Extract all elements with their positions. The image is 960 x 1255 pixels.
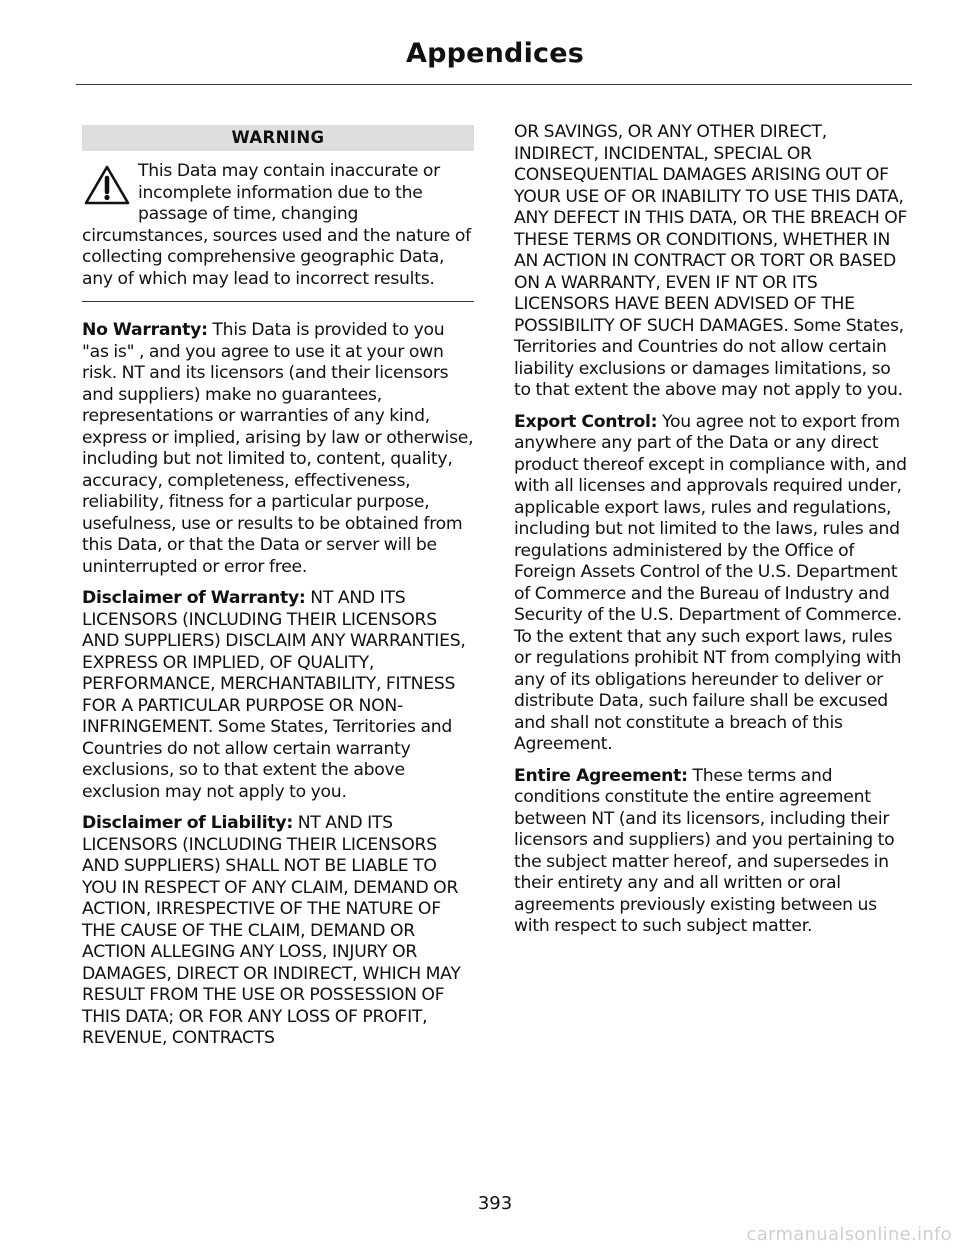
page-title: Appendices <box>405 38 585 69</box>
left-column <box>82 122 474 1060</box>
right-column <box>514 122 908 948</box>
disclaimer-warranty-term: Disclaimer of Warranty: <box>82 588 306 608</box>
header-divider <box>76 84 912 85</box>
disclaimer-liability-continued: OR SAVINGS, OR ANY OTHER DIRECT, INDIRECT, INCIDENTAL, SPECIAL OR CONSEQUENTIAL DAMAGES ARISING OUT OF YOUR USE OF OR INABILITY TO USE THIS DATA, ANY DEFECT IN THIS DATA, OR THE BREACH OF THESE TERMS OR CONDITIONS, WHETHER IN AN ACTION IN CONTRACT OR TORT OR BASED ON A WARRANTY, EVEN IF NT OR ITS LICENSORS HAVE BEEN ADVISED OF THE POSSIBILITY OF SUCH DAMAGES. Some States, Territories and Countries do not allow certain liability exclusions or damages limitations, so to that extent the above may not apply to you. <box>514 122 908 400</box>
no-warranty-text: This Data is provided to you "as is" , and you agree to use it at your own risk. NT and its licensors (and their licensors and suppliers) make no guarantees, representations or warranties of any kind, express or implied, arising by law or otherwise, including but not limited to, content, quality, accuracy, completeness, effectiveness, reliability, fitness for a particular purpose, usefulness, use or results to be obtained from this Data, or that the Data or server will be uninterrupted or error free. <box>82 320 474 577</box>
no-warranty-term: No Warranty: <box>82 320 208 340</box>
warning-triangle-icon <box>82 163 138 211</box>
export-control-term: Export Control: <box>514 411 658 432</box>
warning-text: This Data may contain inaccurate or incomplete information due to the passage of time, changing circumstances, sources used and the nature of collecting comprehensive geographic Data, any of which may lead to incorrect results. <box>82 161 471 289</box>
no-warranty-paragraph <box>82 320 474 578</box>
disclaimer-warranty-paragraph <box>82 588 474 803</box>
page-number: 393 <box>477 1193 513 1214</box>
entire-agreement-paragraph <box>514 766 908 938</box>
disclaimer-warranty-text: NT AND ITS LICENSORS (INCLUDING THEIR LICENSORS AND SUPPLIERS) DISCLAIM ANY WARRANTIES, EXPRESS OR IMPLIED, OF QUALITY, PERFORMANCE, MERCHANTABILITY, FITNESS FOR A PARTICULAR PURPOSE OR NON-INFRINGEMENT. Some States, Territories and Countries do not allow certain warranty exclusions, so to that extent the above exclusion may not apply to you. <box>82 588 466 802</box>
export-control-text: You agree not to export from anywhere any part of the Data or any direct product thereof except in compliance with, and with all licenses and approvals required under, applicable export laws, rules and regulations, including but not limited to the laws, rules and regulations administered by the Office of Foreign Assets Control of the U.S. Department of Commerce and the Bureau of Industry and Security of the U.S. Department of Commerce. To the extent that any such export laws, rules or regulations prohibit NT from complying with any of its obligations hereunder to deliver or distribute Data, such failure shall be excused and shall not constitute a breach of this Agreement. <box>514 411 907 754</box>
disclaimer-liability-term: Disclaimer of Liability: <box>82 813 293 833</box>
disclaimer-liability-paragraph <box>82 813 474 1050</box>
warning-label: WARNING <box>82 125 474 151</box>
entire-agreement-text: These terms and conditions constitute the entire agreement between NT (and its licensors, including their licensors and suppliers) and you pertaining to the subject matter hereof, and supersedes in their entirety any and all written or oral agreements previously existing between us with respect to such subject matter. <box>514 765 895 936</box>
warning-body <box>82 151 474 302</box>
watermark: carmanualsonline.info <box>746 1224 952 1245</box>
warning-box <box>82 125 474 302</box>
entire-agreement-term: Entire Agreement: <box>514 765 688 786</box>
disclaimer-liability-text: NT AND ITS LICENSORS (INCLUDING THEIR LICENSORS AND SUPPLIERS) SHALL NOT BE LIABLE TO YOU IN RESPECT OF ANY CLAIM, DEMAND OR ACTION, IRRESPECTIVE OF THE NATURE OF THE CAUSE OF THE CLAIM, DEMAND OR ACTION ALLEGING ANY LOSS, INJURY OR DAMAGES, DIRECT OR INDIRECT, WHICH MAY RESULT FROM THE USE OR POSSESSION OF THIS DATA; OR FOR ANY LOSS OF PROFIT, REVENUE, CONTRACTS <box>82 813 461 1048</box>
export-control-paragraph <box>514 412 908 756</box>
